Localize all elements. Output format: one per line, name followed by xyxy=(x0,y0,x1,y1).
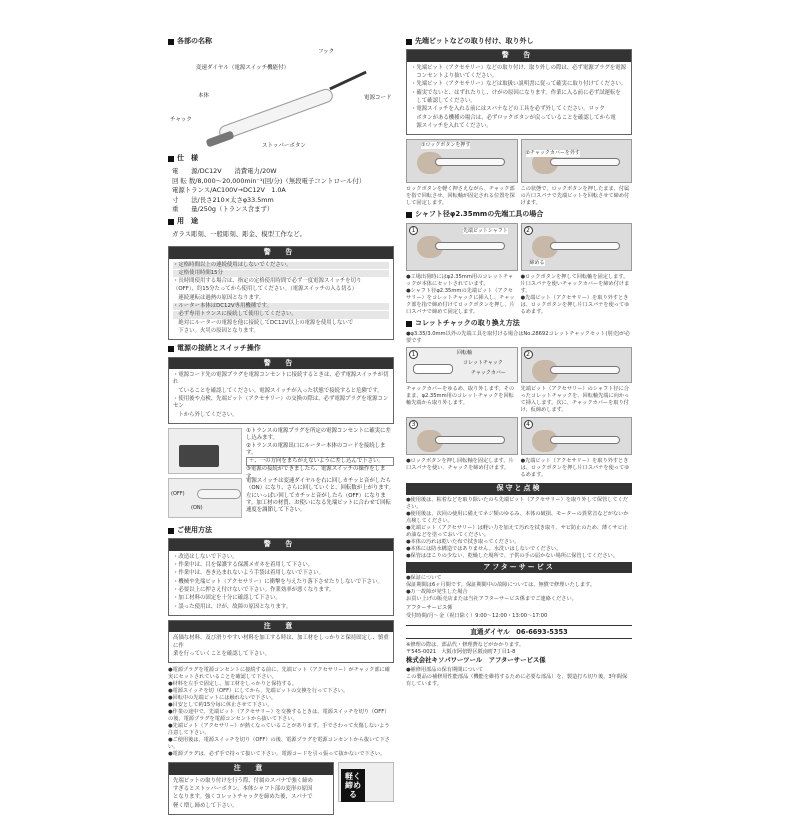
care-line: ●先端ビット（アクセサリー）は軽い力を加えて汚れを拭き取り、サビ防止のため、薄くサビ止め油などを塗っておいてください。 xyxy=(406,524,628,538)
warning-line: ・ルーター本体はDC12V専用機種です。 xyxy=(173,303,389,310)
warning-line: 定格使用時間15分 xyxy=(173,270,389,277)
care-line: ●保管はほこりの少ない、乾燥した場所で、子供の手の届かない場所に保管してください。 xyxy=(406,552,618,559)
collet-photo-3 xyxy=(406,417,518,455)
care-list xyxy=(406,495,632,562)
warning-box-2 xyxy=(168,357,394,424)
address: 〒545-0021 大阪市阿倍野区阪南町7丁目1-8 xyxy=(406,649,516,656)
tighten-label: 締める xyxy=(529,259,545,266)
switch-tool-illustration xyxy=(197,489,241,499)
names-section-title: 各部の名称 xyxy=(168,37,394,46)
section-marker-icon xyxy=(168,156,174,162)
usage-bullet: ●電源スイッチを切（OFF）にしてから、先端ビットの交換を行って下さい。 xyxy=(168,688,349,695)
spec-section-title: 仕 様 xyxy=(168,154,394,163)
direct-dial: 直通ダイヤル 06-6693-5353 xyxy=(406,625,632,640)
lock-photos xyxy=(406,139,632,207)
power-cord-illustration xyxy=(329,71,367,91)
section-marker-icon xyxy=(168,346,174,352)
spec-line: 電源トランス/AC100V→DC12V 1.0A xyxy=(172,186,286,195)
caution-box-2-wrap xyxy=(168,762,394,819)
warning-line: 絶対にルーターの電源を他に接続してDC12V以上の電源を使用しないで xyxy=(173,319,354,326)
warning-body xyxy=(169,551,393,615)
shaft-caption-col xyxy=(521,274,633,316)
care-line: ●本体の汚れは乾いた布で拭き取ってください。 xyxy=(406,538,520,545)
section-marker-icon xyxy=(406,39,412,45)
use-text: ガラス彫刻、一般彫刻、彫金、模型工作など。 xyxy=(172,229,307,238)
collet-section-title: コレットチャックの取り換え方法 xyxy=(406,319,632,328)
section-marker-icon xyxy=(406,321,412,327)
section-marker-icon xyxy=(168,39,174,45)
warning-box-1 xyxy=(168,246,394,340)
tool-illustration xyxy=(435,242,505,250)
section-marker-icon xyxy=(406,212,412,218)
warning-header: 警 告 xyxy=(169,358,393,369)
warning-line: （OFF）、約15分たってから使用してください。（電源スイッチの入る切る） xyxy=(173,286,358,293)
step-number-icon: 4 xyxy=(524,420,533,429)
warning-line: ・長時間使用する場合は、指定の定格使用時間で必ず一度電源スイッチを切り xyxy=(173,278,362,285)
warning-line: ・使用後や点検、先端ビット（アクセサリー）の交換の際は、必ず電源プラグを電源コンセン xyxy=(173,396,389,410)
shaft-section-title: シャフト径φ2.35mmの先端工具の場合 xyxy=(406,210,632,219)
shaft-photo-2 xyxy=(521,223,633,271)
shaft-photos xyxy=(406,223,632,316)
power-step: ②トランスの電源出口にルーター本体のコードを接続します。 xyxy=(246,442,386,456)
parts-note-title: ●補修用部品の保有期間について xyxy=(406,667,484,674)
caution-line: すぎるとストッパーボタン、本体シャフト部の変形の原因 xyxy=(173,786,313,793)
warning-line: ・改造はしないで下さい。 xyxy=(173,553,238,560)
lock-photo-2 xyxy=(521,139,633,183)
warning-line: 必ず専用トランスに接続して使用してください。 xyxy=(173,311,389,318)
warning-line: ・先端ビット（アクセサリー）などの取り付け、取り外しの際は、必ず電源プラグを電源 xyxy=(411,64,627,71)
warning-line: 連続運転は過熱の原因となります。 xyxy=(173,294,265,301)
collet-subtitle: ●φ3.35/3.0mm以外の先端工具を取付ける場合はNo.28692コレットチャックセット(別売)が必要です xyxy=(406,331,631,345)
power-step-list xyxy=(246,428,394,478)
warning-line: ・確実でないと、はずれたりし、けがの原因になります。作業に入る前に必ず試運転を xyxy=(411,89,621,96)
tool-illustration xyxy=(550,366,620,374)
label-stopper: ストッパーボタン xyxy=(262,143,306,150)
tool-illustration xyxy=(435,158,505,166)
warning-line: ・定格時間以上の連続使用はしないでください。 xyxy=(173,262,389,269)
after-service-list xyxy=(406,573,632,621)
lock-step-label: ②チャックカバーを外す xyxy=(525,150,580,157)
company-name: 株式会社キソパワーツール アフターサービス係 xyxy=(406,656,546,665)
tool-body-illustration xyxy=(217,87,335,141)
usage-bullets xyxy=(168,667,394,758)
power-step-note: ＋、一の方向をまちがえないように差し込んで下さい。 xyxy=(246,457,394,466)
label-hook: フック xyxy=(318,49,335,56)
warning-header: 警 告 xyxy=(169,539,393,550)
spec-line: 電 源/DC12V 消費電力/20W xyxy=(172,166,277,175)
parts-note-text: この製品の補修用性能部品（機能を維持するために必要な部品）を、製造打ち切り後、3年間保有しています。 xyxy=(406,674,628,688)
caution-body xyxy=(169,632,393,662)
shaft-caption: ●シャフト径φ2.35mmの先端ビット（アクセサリー）をコレットチャックに挿入し、チャック部を指で締め付けてロックボタンを押し、片口スパナで締めて固定します。 xyxy=(406,287,515,315)
shaft-caption: ●先端ビット（アクセサリー）を取り外すときは、ロックボタンを押し片口スパナを使ってゆるめます。 xyxy=(520,294,630,315)
step-number-icon: 3 xyxy=(409,420,418,429)
right-column xyxy=(406,34,632,688)
spec-line: 重 量/250g（トランス含まず） xyxy=(172,205,274,214)
usage-bullet: ●作業の途中で、先端ビット（アクセサリー）を交換するときは、電源スイッチを切り（OFF）の後、電源プラグを電源コンセントから抜いて下さい。 xyxy=(168,709,390,723)
warning-header: 警 告 xyxy=(169,247,393,258)
warning-body xyxy=(169,259,393,340)
caution-line: 業を行っていくことを確認して下さい。 xyxy=(173,650,271,657)
tighten-badge: 軽く締める xyxy=(341,769,365,802)
tool-illustration xyxy=(550,436,620,444)
caution-header: 注 意 xyxy=(169,621,393,632)
bit-section-title: 先端ビットなどの取り付け、取り外し xyxy=(406,37,632,46)
caution-line: 先端ビットの取り付けを行う際、付属のスパナで強く締め xyxy=(173,777,313,784)
after-line: ●保証について xyxy=(406,575,442,582)
care-line: ●本体には防水構造ではありません。水洗いはしないでください。 xyxy=(406,545,562,552)
warning-body xyxy=(407,62,631,134)
warning-line: ・電源スイッチを入れる前にはスパナなどの工具を必ず外してください。ロック xyxy=(411,106,605,113)
lock-caption: この状態で、ロックボタンを押したまま、付属の片口スパナで先端ビットを回転させて締め付けます。 xyxy=(520,186,630,207)
caution-line: となります。強くコレットチャックを締めた後、スパナで xyxy=(173,794,313,801)
collet-photo-4 xyxy=(521,417,633,455)
warning-body xyxy=(169,369,393,423)
switch-illustration xyxy=(168,478,242,518)
power-steps xyxy=(168,428,394,478)
service-label: アフターサービス係 xyxy=(406,605,453,612)
after-service-header: アフターサービス xyxy=(406,562,632,573)
collet-caption: チャックカバーをゆるめ、取り外します。そのまま、φ2.35mm用のコレットチャックを回転軸先端から取り外します。 xyxy=(406,386,515,407)
switch-steps xyxy=(168,478,394,520)
step-number-icon: 1 xyxy=(409,350,418,359)
tool-illustration xyxy=(435,436,505,444)
switch-text: 電源スイッチは変速ダイヤルを右に回しカチッと音がしたら（ON）になり、さらに回していくと、回転数が上がります。左にいっぱい回してカチッと音がしたら（OFF）になります。加工材の材質、お使いになる先端ビットに合わせて回転速度を調節して下さい。 xyxy=(246,477,395,514)
warning-line: 源スイッチを入れてください。 xyxy=(411,122,492,129)
left-column xyxy=(168,34,394,819)
lock-photo-1 xyxy=(406,139,518,183)
transformer-illustration xyxy=(168,428,242,474)
shaft-caption: ●工場出荷時にはφ2.35mm用のコレットチャックが本体にセットされています。 xyxy=(406,273,514,287)
section-marker-icon xyxy=(168,528,174,534)
warning-line: ボタンがある機種の場合は、必ずロックボタンが戻っていることを確認してから電 xyxy=(411,114,616,121)
warning-line: ・誤った使用は、けが、故障の原因となります。 xyxy=(173,603,292,610)
collet-caption: 先端ビット（アクセサリー）のシャフト径に合ったコレットチャックを、回転軸先端に向かって挿入します。次に、チャックカバーを取り付け、仮締めします。 xyxy=(520,386,630,414)
caution-header: 注 意 xyxy=(169,763,333,774)
service-hours: 受付時間/月〜金（祝日除く）9:00〜12:00・13:00〜17:00 xyxy=(406,612,548,619)
usage-bullet: ●回転中の先端ビットには触れないで下さい。 xyxy=(168,695,277,702)
care-line: ●使用後は、粘着などを取り除いたのち先端ビット（アクセサリー）を取り外して保管してください。 xyxy=(406,496,629,510)
tool-illustration xyxy=(550,158,620,166)
caution-box-2 xyxy=(168,762,334,815)
after-line: 保証期間は6ヶ月間です。保証期間中の故障については、無償で修理いたします。 xyxy=(406,582,596,589)
shaft-caption-col xyxy=(406,274,518,316)
label-body: 本体 xyxy=(198,93,210,100)
spec-line: 回 転 数/8,000〜20,000min⁻¹(回/分)（無段電子コントロール付） xyxy=(172,176,366,185)
tool-chuck-illustration xyxy=(205,131,234,148)
usage-bullet: ●電源プラグを電源コンセントに接続する前に、先端ビット（アクセサリー）がチャック部に確実にセットされていることを確認して下さい。 xyxy=(168,667,390,681)
collet-label: コレットチャック xyxy=(463,360,503,367)
spec-list xyxy=(172,167,394,214)
caution-body xyxy=(169,775,333,814)
off-label: (OFF) xyxy=(171,490,185,497)
howto-section-title: ご使用方法 xyxy=(168,526,394,535)
section-marker-icon xyxy=(168,219,174,225)
usage-bullet: ●材料を左手で固定し、加工材をしっかりと保持する。 xyxy=(168,681,298,688)
caution-line: 高価な材料、及び滑りやすい材料を加工する時は、加工材をしっかりと保持固定し、慎重に作 xyxy=(173,635,389,649)
warning-line: 下さい。火災の原因となります。 xyxy=(173,327,259,334)
shaft-photo-1 xyxy=(406,223,518,271)
warning-line: ・先端ビット（アクセサリー）などは取扱い説明書に従って確実に取り付けてください。 xyxy=(411,81,627,88)
warning-line: ・必要以上に押さえ付けないで下さい。作業効率が悪くなります。 xyxy=(173,586,335,593)
power-step: ③電源の接続ができましたら、電源スイッチの操作をします。 xyxy=(246,466,386,480)
after-line: お買い上げの販売店または当社アフターサービス係までご連絡ください。 xyxy=(406,596,577,603)
collet-caption: ●ロックボタンを押し回転軸を固定します。片口スパナを使い、チャックを締め付けます。 xyxy=(406,458,514,472)
label-cord: 電源コード xyxy=(364,95,392,102)
tighten-illustration xyxy=(338,762,394,802)
warning-line: ていることを確認してください。電源スイッチが入った状態で接続すると危険です。 xyxy=(173,387,383,394)
collet-photo-2 xyxy=(521,347,633,383)
warning-box-3 xyxy=(168,538,394,616)
usage-bullet: ●ご使用後は、電源スイッチを切り（OFF）の後、電源プラグを電源コンセントから抜いて下さい。 xyxy=(168,737,390,751)
label-chuck: チャック xyxy=(170,117,192,124)
collet-tool-illustration xyxy=(413,364,453,374)
warning-box-4 xyxy=(406,49,632,135)
footer-info xyxy=(406,642,632,688)
warning-line: ・機械や先端ビット（アクセサリー）に衝撃を与えたり落下させたりしないで下さい。 xyxy=(173,578,383,585)
warning-line: コンセントより抜いてください。 xyxy=(411,73,498,80)
tool-illustration xyxy=(550,242,620,250)
usage-bullet: ●先端ビット（アクセサリー）が熱くなっていることがあります。手でさわって火傷しないよう注意して下さい。 xyxy=(168,723,390,737)
on-label: (ON) xyxy=(191,504,203,511)
power-section-title: 電源の接続とスイッチ操作 xyxy=(168,344,394,353)
power-step: ①トランスの電源プラグを所定の電源コンセントに確実に差し込みます。 xyxy=(246,427,391,442)
after-line: ●万一故障が発生した場合 xyxy=(406,589,468,596)
collet-photo-1 xyxy=(406,347,518,383)
shaft-caption: ●ロックボタンを押して回転軸を固定します。片口スパナを使いチャックカバーを締め付けます。 xyxy=(520,273,630,294)
usage-bullet: ●目安として約15分毎に休止させて下さい。 xyxy=(168,702,273,709)
tool-diagram xyxy=(168,49,394,151)
spec-line: 寸 法/長さ210×太さφ33.5mm xyxy=(172,195,274,204)
shaft-label: 先端ビットシャフト xyxy=(463,227,508,234)
warning-line: トから外してください。 xyxy=(173,411,238,418)
warning-line: ・作業中は、目を保護する保護メガネを着用して下さい。 xyxy=(173,562,314,569)
repair-note: ※修理の際は、部品代・修理費などがかかります。 xyxy=(406,642,525,649)
step-number-icon: 2 xyxy=(524,226,533,235)
collet-label: チャックカバー xyxy=(471,370,506,377)
step-number-icon: 1 xyxy=(409,226,418,235)
care-header: 保守と点検 xyxy=(406,483,632,494)
lock-step-label: ①ロックボタンを押す xyxy=(421,142,471,149)
caution-box-1 xyxy=(168,620,394,663)
lock-caption: ロックボタンを軽く押さえながら、チャック部を指で回転させ、回転軸が固定される位置を探して固定します。 xyxy=(406,186,515,207)
care-line: ●使用後は、次回の使用に備えてネジ類のゆるみ、本体の破損、モーターの異常音などがないか点検してください。 xyxy=(406,510,629,524)
usage-bullet: ●電源プラグは、必ず手で持って抜いて下さい。電源コードを引っ張って抜かないで下さい。 xyxy=(168,751,386,758)
label-dial: 変速ダイヤル（電源スイッチ機能付） xyxy=(196,65,290,72)
collet-label: 回転軸 xyxy=(457,350,473,357)
step-number-icon: 2 xyxy=(524,350,533,359)
collet-photos xyxy=(406,347,632,479)
warning-line: して確認してください。 xyxy=(411,98,476,105)
warning-header: 警 告 xyxy=(407,50,631,61)
transformer-box xyxy=(179,445,219,467)
caution-line: 軽く増し締めして下さい。 xyxy=(173,802,238,809)
use-section-title: 用 途 xyxy=(168,217,394,226)
warning-line: ・加工材料の固定を十分に確認して下さい。 xyxy=(173,595,281,602)
warning-line: ・作業中は、巻き込まれないよう手袋は着用しないで下さい。 xyxy=(173,570,324,577)
warning-line: ・電源コード先の電源プラグを電源コンセントに接続するときは、必ず電源スイッチが切れ xyxy=(173,372,389,386)
collet-caption: ●先端ビット（アクセサリー）を取り外すときは、ロックボタンを押し片口スパナを使ってゆるめます。 xyxy=(520,458,630,479)
